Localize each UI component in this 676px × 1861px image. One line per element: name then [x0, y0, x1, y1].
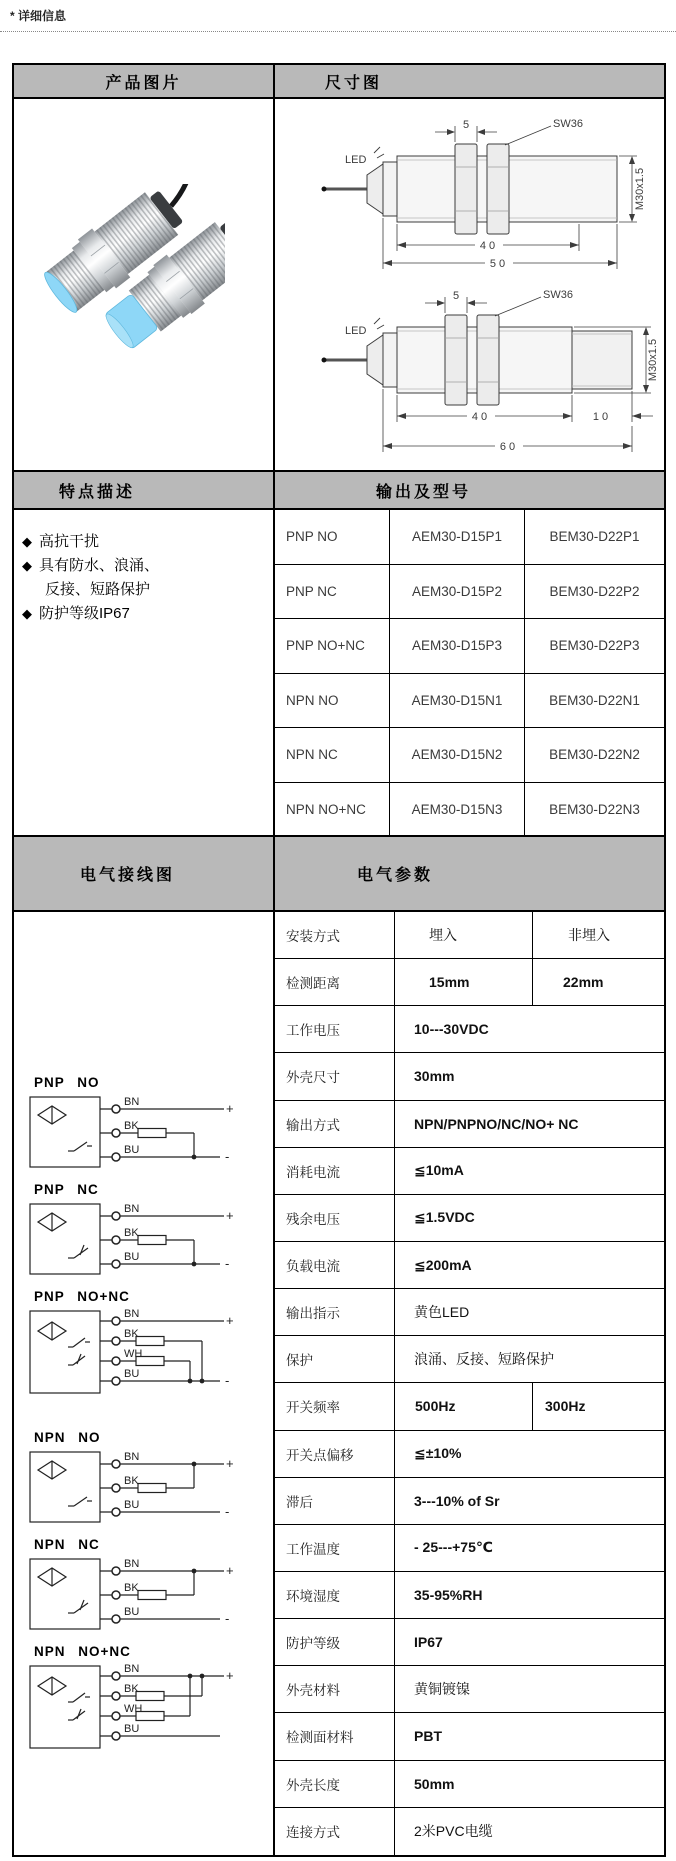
param-value-nonflush: 300Hz — [545, 1398, 586, 1415]
feature-item: ◆ 防护等级IP67 — [22, 605, 130, 622]
param-row: 安装方式 埋入 非埋入 — [275, 912, 664, 959]
thread-length-dim: 40 — [479, 240, 499, 252]
wrench-size-label: SW36 — [553, 118, 583, 130]
wire-bk-label: BK — [124, 1475, 139, 1487]
param-row: 开关频率 500Hz 300Hz — [275, 1383, 664, 1430]
plus-terminal: + — [226, 1101, 233, 1116]
wire-bk-label: BK — [124, 1582, 139, 1594]
thread-spec-label: M30x1.5 — [634, 167, 646, 211]
head-length-dim: 10 — [592, 411, 612, 423]
param-value-nonflush: 非埋入 — [568, 927, 610, 944]
header-band-3 — [14, 837, 664, 912]
wire-bu-label: BU — [124, 1499, 140, 1511]
param-value: IP67 — [414, 1634, 443, 1651]
total-length-dim: 50 — [489, 258, 509, 270]
features-models-band — [14, 510, 664, 837]
feature-item: ◆ 具有防水、浪涌、 — [22, 557, 160, 574]
model-b: BEM30-D22N1 — [549, 692, 640, 708]
total-length-dim: 60 — [499, 441, 519, 453]
model-row — [275, 728, 664, 783]
param-value: 30mm — [414, 1068, 455, 1085]
product-photo-cell — [14, 99, 275, 470]
wire-bk-label: BK — [124, 1683, 139, 1695]
wire-bu-label: BU — [124, 1368, 140, 1380]
thread-spec-label: M30x1.5 — [647, 338, 659, 382]
param-row: 消耗电流 ≦10mA — [275, 1148, 664, 1195]
model-b: BEM30-D22N3 — [549, 802, 640, 818]
model-row — [275, 674, 664, 729]
wiring-diagram-pnp-no-nc: PNP NO+NC BN BK WH BU + - — [28, 1289, 273, 1406]
param-row: 检测面材料 PBT — [275, 1713, 664, 1760]
model-a: AEM30-D15N2 — [390, 728, 525, 782]
wiring-diagram-npn-no: NPN NO BN BK BU + - — [28, 1430, 273, 1531]
product-photo-image — [40, 184, 225, 354]
wiring-params-band — [14, 912, 664, 1855]
feature-item: ◆ 高抗干扰 — [22, 533, 100, 550]
params-header: 电气参数 — [357, 867, 434, 884]
wiring-header: 电气接线图 — [14, 837, 275, 910]
param-value: 35-95%RH — [414, 1587, 483, 1604]
wire-bu-label: BU — [124, 1723, 140, 1735]
param-value: ≦1.5VDC — [414, 1209, 475, 1226]
param-row: 防护等级 IP67 — [275, 1619, 664, 1666]
nut-width-dim: 5 — [452, 290, 460, 302]
minus-terminal: - — [225, 1256, 230, 1271]
wire-bn-label: BN — [124, 1663, 140, 1675]
param-value: 黄色LED — [414, 1304, 470, 1321]
minus-terminal: - — [225, 1611, 230, 1626]
wire-wh-label: WH — [124, 1348, 143, 1360]
param-row: 工作电压 10---30VDC — [275, 1006, 664, 1053]
param-value: 2米PVC电缆 — [414, 1823, 493, 1840]
features-cell — [14, 510, 275, 835]
diamond-bullet-icon: ◆ — [22, 558, 32, 573]
model-row — [275, 565, 664, 620]
model-a: AEM30-D15N1 — [390, 674, 525, 728]
plus-terminal: + — [226, 1456, 233, 1471]
wire-bu-label: BU — [124, 1251, 140, 1263]
param-row: 工作温度 - 25---+75℃ — [275, 1525, 664, 1572]
param-value: ≦10mA — [414, 1162, 464, 1179]
nut-width-dim: 5 — [462, 119, 470, 131]
output-type: PNP NC — [275, 565, 390, 619]
param-row: 检测距离 15mm 22mm — [275, 959, 664, 1006]
param-value-flush: 15mm — [395, 959, 533, 1005]
param-row: 开关点偏移 ≦±10% — [275, 1431, 664, 1478]
param-row: 外壳材料 黄铜镀镍 — [275, 1666, 664, 1713]
model-a: AEM30-D15P2 — [390, 565, 525, 619]
param-value-flush: 500Hz — [395, 1383, 533, 1429]
output-type: PNP NO — [275, 510, 390, 564]
minus-terminal: - — [225, 1504, 230, 1519]
param-row: 负载电流 ≦200mA — [275, 1242, 664, 1289]
feature-item-wrap: 反接、短路保护 — [45, 581, 151, 598]
diamond-bullet-icon: ◆ — [22, 534, 32, 549]
header-band-1 — [14, 65, 664, 99]
wire-bu-label: BU — [124, 1606, 140, 1618]
param-row: 滞后 3---10% of Sr — [275, 1478, 664, 1525]
model-row — [275, 783, 664, 838]
param-row: 连接方式 2米PVC电缆 — [275, 1808, 664, 1855]
wire-bn-label: BN — [124, 1203, 140, 1215]
param-value: 浪涌、反接、短路保护 — [414, 1351, 554, 1368]
model-a: AEM30-D15P1 — [390, 510, 525, 564]
param-value: 3---10% of Sr — [414, 1492, 500, 1509]
output-type: NPN NO — [275, 674, 390, 728]
param-row: 环境湿度 35-95%RH — [275, 1572, 664, 1619]
param-row: 输出指示 黄色LED — [275, 1289, 664, 1336]
param-value: 黄铜镀镍 — [414, 1681, 470, 1698]
wire-bk-label: BK — [124, 1227, 139, 1239]
model-b: BEM30-D22P3 — [549, 638, 640, 654]
dimension-drawings-cell — [275, 99, 664, 470]
spec-table — [12, 63, 666, 1857]
wiring-diagram-npn-nc: NPN NC BN BK BU + - — [28, 1537, 273, 1638]
photo-dims-band — [14, 99, 664, 472]
wire-bn-label: BN — [124, 1096, 140, 1108]
param-row: 保护 浪涌、反接、短路保护 — [275, 1336, 664, 1383]
model-a: AEM30-D15N3 — [390, 783, 525, 838]
diamond-bullet-icon: ◆ — [22, 606, 32, 621]
wire-bk-label: BK — [124, 1120, 139, 1132]
param-value: 10---30VDC — [414, 1021, 489, 1038]
model-row — [275, 510, 664, 565]
output-type: NPN NC — [275, 728, 390, 782]
param-row: 外壳尺寸 30mm — [275, 1053, 664, 1100]
wiring-diagrams-cell — [14, 912, 275, 1855]
model-b: BEM30-D22N2 — [549, 747, 640, 763]
plus-terminal: + — [226, 1563, 233, 1578]
wrench-size-label: SW36 — [543, 289, 573, 301]
param-row: 外壳长度 50mm — [275, 1761, 664, 1808]
param-value-nonflush: 22mm — [563, 974, 604, 991]
model-b: BEM30-D22P1 — [549, 529, 640, 545]
models-table — [275, 510, 664, 835]
plus-terminal: + — [226, 1668, 233, 1683]
param-row: 残余电压 ≦1.5VDC — [275, 1195, 664, 1242]
model-b: BEM30-D22P2 — [549, 583, 640, 599]
wiring-diagram-pnp-nc: PNP NC BN BK BU + - — [28, 1182, 273, 1283]
wire-bk-label: BK — [124, 1328, 139, 1340]
param-value: NPN/PNPNO/NC/NO+ NC — [414, 1115, 579, 1132]
product-photo-header: 产品图片 — [14, 65, 275, 97]
params-table — [275, 912, 664, 1855]
wire-bu-label: BU — [124, 1144, 140, 1156]
plus-terminal: + — [226, 1313, 233, 1328]
minus-terminal: - — [225, 1373, 230, 1388]
wire-bn-label: BN — [124, 1558, 140, 1570]
param-value: ≦200mA — [414, 1256, 472, 1273]
page-title: * 详细信息 — [10, 9, 67, 23]
param-row: 输出方式 NPN/PNPNO/NC/NO+ NC — [275, 1101, 664, 1148]
model-row — [275, 619, 664, 674]
wire-bn-label: BN — [124, 1451, 140, 1463]
plus-terminal: + — [226, 1208, 233, 1223]
dimension-drawing-flush — [317, 111, 661, 275]
features-header: 特点描述 — [14, 472, 275, 508]
output-type: PNP NO+NC — [275, 619, 390, 673]
param-value: ≦±10% — [414, 1445, 462, 1462]
thread-length-dim: 40 — [471, 411, 491, 423]
wiring-diagram-pnp-no: PNP NO BN BK BU + - — [28, 1075, 273, 1176]
models-header: 输出及型号 — [376, 483, 472, 501]
led-label: LED — [345, 154, 367, 166]
detail-info-bar — [0, 0, 676, 32]
model-a: AEM30-D15P3 — [390, 619, 525, 673]
wire-bn-label: BN — [124, 1308, 140, 1320]
header-band-2 — [14, 472, 664, 510]
wire-wh-label: WH — [124, 1703, 143, 1715]
output-type: NPN NO+NC — [275, 783, 390, 838]
minus-terminal: - — [225, 1149, 230, 1164]
param-value: PBT — [414, 1728, 442, 1745]
param-value-flush: 埋入 — [395, 912, 533, 958]
dimension-drawing-nonflush — [317, 282, 661, 458]
param-value: - 25---+75℃ — [414, 1539, 493, 1556]
param-value: 50mm — [414, 1775, 455, 1792]
wiring-diagram-npn-no-nc: NPN NO+NC BN BK WH BU + — [28, 1644, 273, 1761]
dimension-header: 尺寸图 — [325, 74, 383, 92]
led-label: LED — [345, 325, 367, 337]
